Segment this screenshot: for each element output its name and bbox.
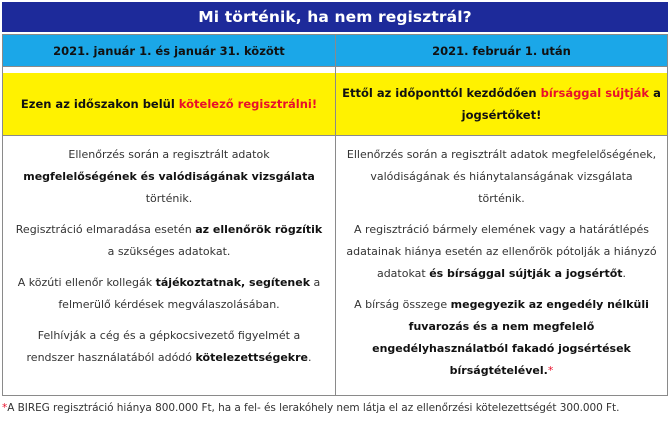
- paragraph-missing-registration: [13, 219, 325, 263]
- text: a felmerülő kérdések megválaszolásában.: [58, 276, 321, 311]
- text: a szükséges adatokat.: [107, 245, 231, 258]
- highlight-box-january: [3, 73, 335, 135]
- divider: [3, 66, 335, 67]
- text-bold: megegyezik az engedély nélküli fuvarozás és a nem megfelelő engedélyhasználatból fakadó jogsértések bírságtételével.: [372, 298, 649, 377]
- highlight-text: [336, 82, 667, 126]
- highlight-box-february: [336, 73, 667, 135]
- text: .: [622, 267, 627, 280]
- divider: [3, 135, 335, 136]
- footnote: [2, 402, 670, 418]
- highlight-text-red: kötelező regisztrálni!: [178, 97, 318, 111]
- column-body-january: [3, 137, 335, 395]
- paragraph-missing-data: [346, 219, 657, 285]
- highlight-text-pre: Ezen az időszakon belül: [20, 97, 179, 111]
- text: Felhívják a cég és a gépkocsivezető figyelmét a rendszer használatából adódó: [26, 329, 301, 364]
- footnote-marker: *: [2, 402, 8, 414]
- page-title: Mi történik, ha nem regisztrál?: [2, 2, 668, 32]
- paragraph-check: [13, 144, 325, 210]
- footnote-text: A BIREG regisztráció hiánya 800.000 Ft, ha a fel- és lerakóhely nem látja el az ellenőrzési kötelezettségét 300.000 Ft.: [7, 402, 620, 414]
- text: Ellenőrzés során a regisztrált adatok: [68, 148, 270, 161]
- highlight-text-post: a jogsértőket!: [461, 86, 661, 122]
- text-bold: tájékoztatnak, segítenek: [155, 276, 311, 289]
- comparison-table: [2, 34, 668, 396]
- highlight-text: [21, 93, 317, 115]
- text: A bírság összege: [354, 298, 451, 311]
- column-header-february: 2021. február 1. után: [336, 35, 667, 66]
- column-february: [336, 35, 667, 395]
- highlight-text-pre: Ettől az időponttól kezdődően: [342, 86, 541, 100]
- text: A regisztráció bármely elemének vagy a határátlépés adatainak hiánya esetén az ellenőrök pótolják a hiányzó adatokat: [346, 223, 657, 280]
- text: Regisztráció elmaradása esetén: [15, 223, 196, 236]
- paragraph-inspectors-help: [13, 272, 325, 316]
- column-body-february: [336, 137, 667, 395]
- text-bold: és bírsággal sújtják a jogsértőt: [429, 267, 623, 280]
- divider: [336, 135, 667, 136]
- text-bold: megfelelőségének és valódiságának vizsgálata: [23, 170, 315, 183]
- text: A közúti ellenőr kollegák: [17, 276, 156, 289]
- text-bold: az ellenőrök rögzítik: [195, 223, 323, 236]
- column-header-january: 2021. január 1. és január 31. között: [3, 35, 335, 66]
- text: .: [307, 351, 312, 364]
- paragraph-fine-amount: [346, 294, 657, 382]
- text: történik.: [145, 192, 193, 205]
- highlight-text-red: bírsággal sújtják: [540, 86, 650, 100]
- paragraph-check: Ellenőrzés során a regisztrált adatok megfelelőségének, valódiságának és hiánytalanságának vizsgálata történik.: [346, 148, 657, 205]
- text-bold: kötelezettségekre: [195, 351, 308, 364]
- divider: [336, 66, 667, 67]
- footnote-marker: *: [547, 364, 554, 377]
- column-january: [3, 35, 335, 395]
- paragraph-obligations: [13, 325, 325, 369]
